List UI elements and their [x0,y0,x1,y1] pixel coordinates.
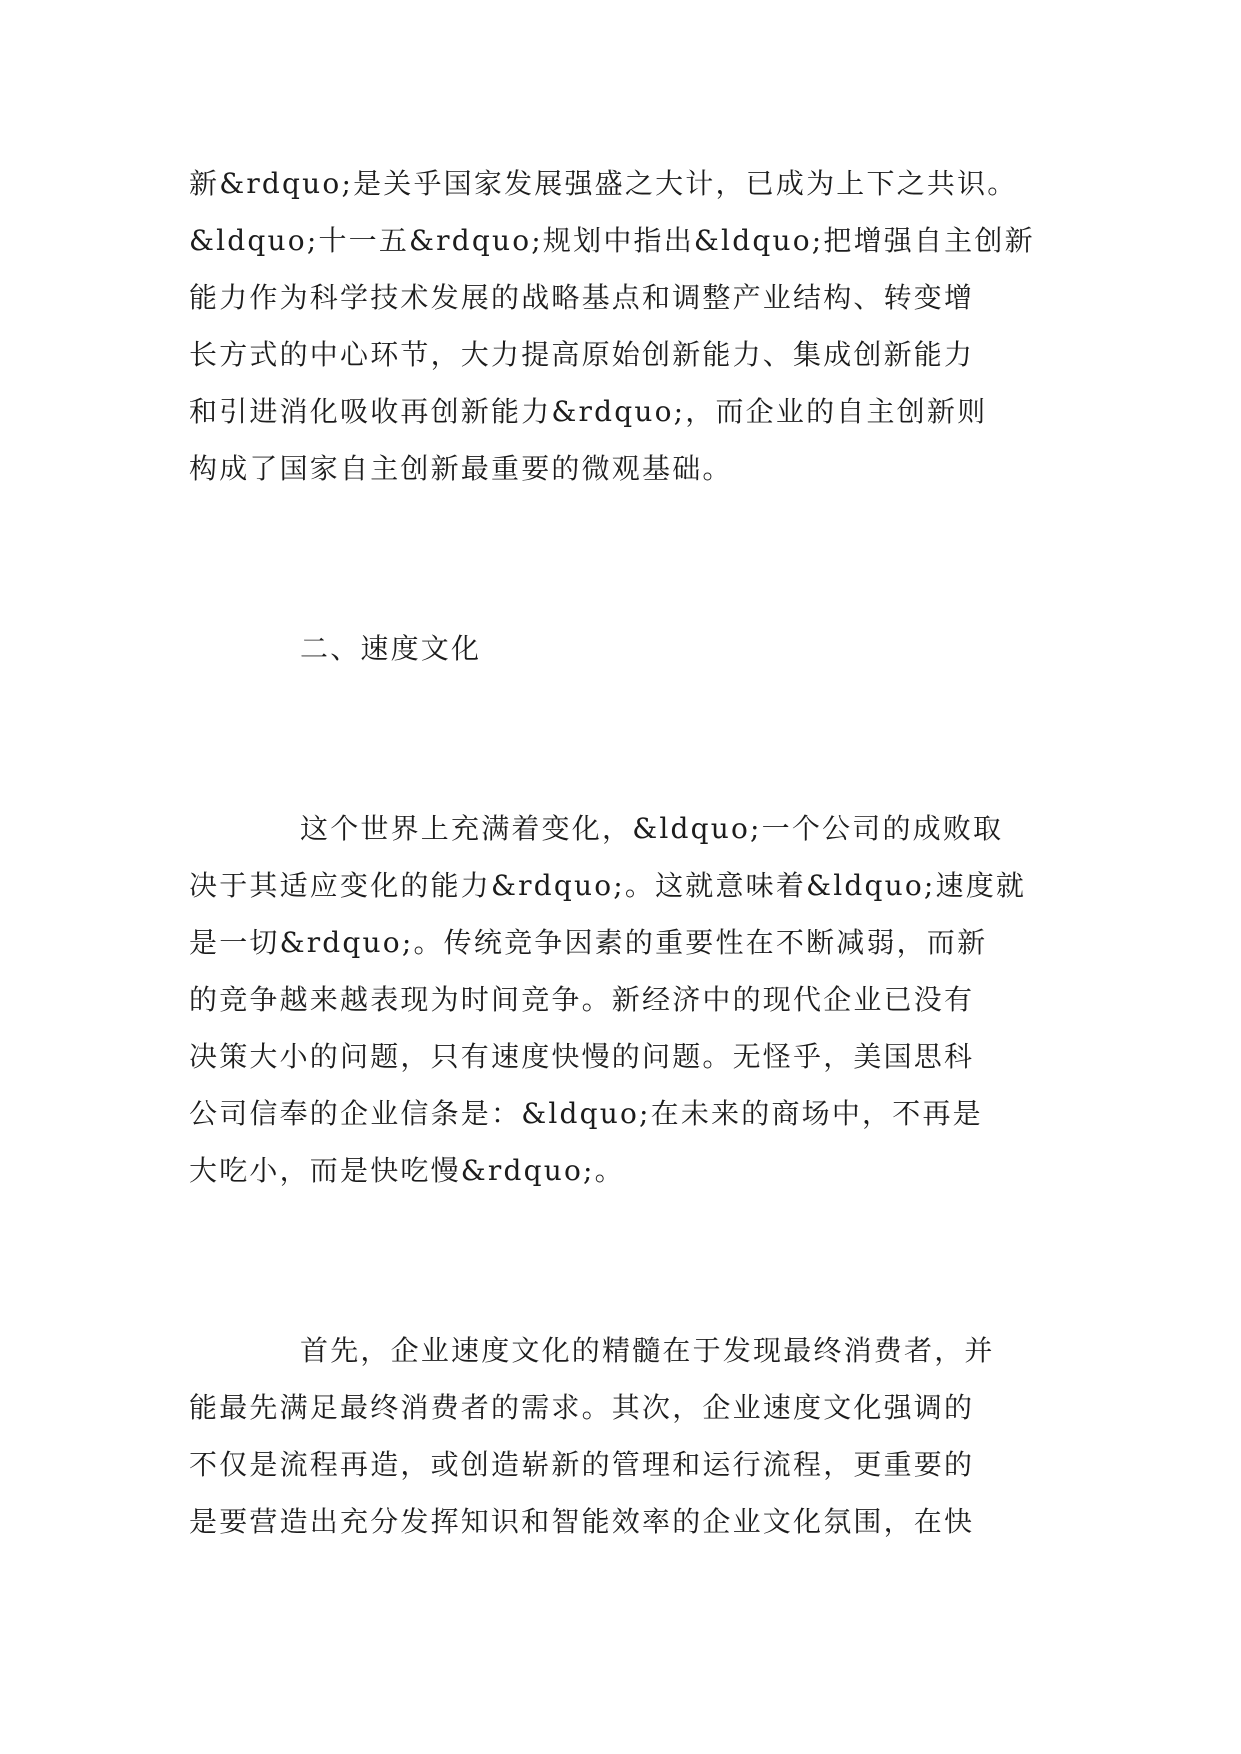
paragraph-1-line-1: 新&rdquo;是关乎国家发展强盛之大计，已成为上下之共识。 [189,167,1018,200]
paragraph-3-line-2: 能最先满足最终消费者的需求。其次，企业速度文化强调的 [189,1391,975,1424]
paragraph-2-line-1: 这个世界上充满着变化，&ldquo;一个公司的成败取 [300,812,1004,845]
paragraph-1-line-5: 和引进消化吸收再创新能力&rdquo;，而企业的自主创新则 [189,395,988,428]
paragraph-2-line-4: 的竞争越来越表现为时间竞争。新经济中的现代企业已没有 [189,983,975,1016]
paragraph-1-line-2: &ldquo;十一五&rdquo;规划中指出&ldquo;把增强自主创新 [189,224,1035,257]
paragraph-2-line-3: 是一切&rdquo;。传统竞争因素的重要性在不断减弱，而新 [189,926,988,959]
paragraph-1-line-3: 能力作为科学技术发展的战略基点和调整产业结构、转变增 [189,281,975,314]
paragraph-3-line-1: 首先，企业速度文化的精髓在于发现最终消费者，并 [300,1334,995,1367]
paragraph-3-line-3: 不仅是流程再造，或创造崭新的管理和运行流程，更重要的 [189,1448,975,1481]
paragraph-1-line-4: 长方式的中心环节，大力提高原始创新能力、集成创新能力 [189,338,975,371]
paragraph-3-line-4: 是要营造出充分发挥知识和智能效率的企业文化氛围，在快 [189,1505,975,1538]
paragraph-2-line-2: 决于其适应变化的能力&rdquo;。这就意味着&ldquo;速度就 [189,869,1027,902]
paragraph-2-line-5: 决策大小的问题，只有速度快慢的问题。无怪乎，美国思科 [189,1040,975,1073]
section-heading: 二、速度文化 [300,632,482,665]
paragraph-1-line-6: 构成了国家自主创新最重要的微观基础。 [189,452,733,485]
paragraph-2-line-7: 大吃小，而是快吃慢&rdquo;。 [189,1154,625,1187]
paragraph-2-line-6: 公司信奉的企业信条是：&ldquo;在未来的商场中，不再是 [189,1097,983,1130]
